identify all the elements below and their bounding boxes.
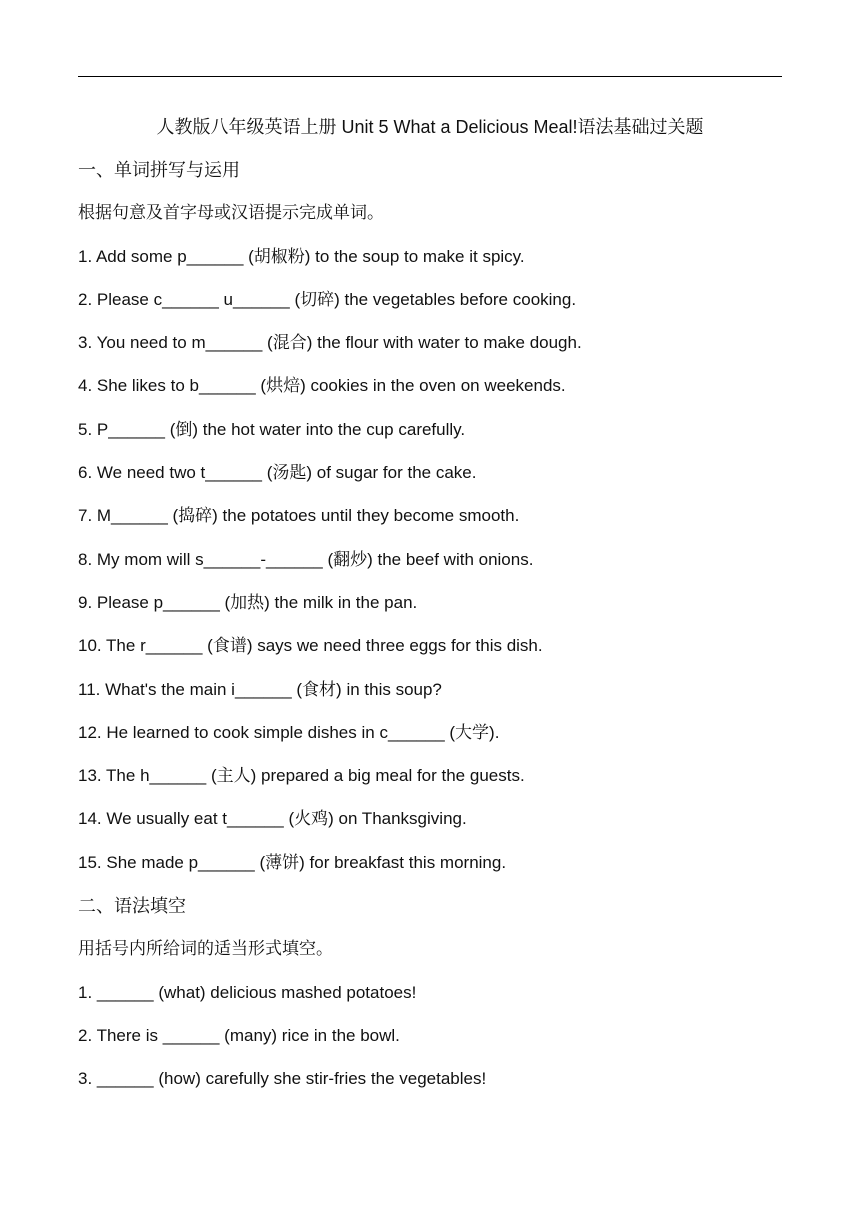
question-item: 2. Please c______ u______ (切碎) the vegetables before cooking. [78, 289, 577, 309]
question-item: 11. What's the main i______ (食材) in this soup? [78, 679, 442, 699]
question-item: 3. ______ (how) carefully she stir-fries the vegetables! [78, 1069, 487, 1089]
section-1-instruction: 根据句意及首字母或汉语提示完成单词。 [78, 203, 384, 223]
question-item: 3. You need to m______ (混合) the flour with water to make dough. [78, 333, 582, 353]
question-item: 15. She made p______ (薄饼) for breakfast this morning. [78, 852, 507, 872]
question-item: 8. My mom will s______-______ (翻炒) the beef with onions. [78, 549, 534, 569]
document-body [78, 113, 782, 1109]
question-item: 12. He learned to cook simple dishes in c______ (大学). [78, 722, 500, 742]
question-item: 1. Add some p______ (胡椒粉) to the soup to make it spicy. [78, 246, 525, 266]
question-item: 2. There is ______ (many) rice in the bowl. [78, 1025, 400, 1045]
document-title: 人教版八年级英语上册 Unit 5 What a Delicious Meal!语法基础过关题 [156, 117, 704, 137]
question-item: 9. Please p______ (加热) the milk in the pan. [78, 592, 418, 612]
section-2-heading: 二、语法填空 [78, 896, 186, 917]
section-1-heading: 一、单词拼写与运用 [78, 160, 240, 180]
question-item: 6. We need two t______ (汤匙) of sugar for the cake. [78, 463, 477, 483]
question-item: 4. She likes to b______ (烘焙) cookies in the oven on weekends. [78, 376, 566, 396]
question-item: 10. The r______ (食谱) says we need three eggs for this dish. [78, 636, 543, 656]
question-item: 1. ______ (what) delicious mashed potatoes! [78, 982, 417, 1002]
section-2-instruction: 用括号内所给词的适当形式填空。 [78, 939, 333, 959]
question-item: 7. M______ (捣碎) the potatoes until they become smooth. [78, 506, 520, 526]
question-item: 5. P______ (倒) the hot water into the cup carefully. [78, 419, 466, 439]
question-item: 14. We usually eat t______ (火鸡) on Thanksgiving. [78, 809, 467, 829]
question-item: 13. The h______ (主人) prepared a big meal for the guests. [78, 766, 525, 786]
header-rule [78, 76, 782, 77]
